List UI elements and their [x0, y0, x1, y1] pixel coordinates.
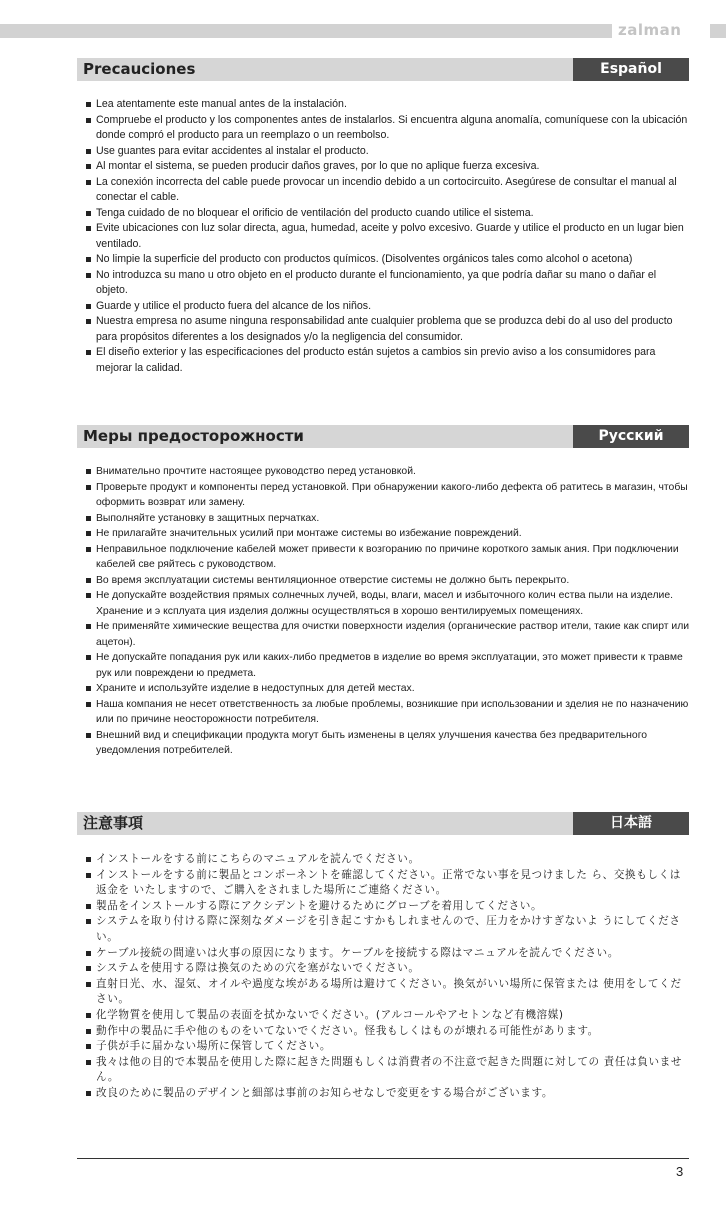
section-title: 注意事項	[83, 814, 144, 832]
list-item: Проверьте продукт и компоненты перед установкой. При обнаружении какого-либо дефекта об ратитесь в магазин, чтобы оформить возврат или замену.	[86, 480, 690, 511]
brand-logo: zalman	[618, 21, 682, 39]
precaution-list	[86, 852, 690, 1102]
list-item: インストールをする前にこちらのマニュアルを読んでください。	[86, 852, 690, 868]
language-label: Русский	[573, 425, 689, 448]
list-item: Храните и используйте изделие в недоступных для детей местах.	[86, 681, 690, 697]
list-item: Compruebe el producto y los componentes antes de instalarlos. Si encuentra alguna anomalía, comuníquese con la ubicación donde compró el producto para un reemplazo o un reembolso.	[86, 113, 690, 144]
list-item: Evite ubicaciones con luz solar directa, agua, humedad, aceite y polvo excesivo. Guarde y utilice el producto en un lugar bien ventilado.	[86, 221, 690, 252]
list-item: Guarde y utilice el producto fuera del alcance de los niños.	[86, 299, 690, 315]
list-item: システムを取り付ける際に深刻なダメージを引き起こすかもしれませんので、圧力をかけすぎないよ うにしてください。	[86, 914, 690, 945]
language-label: 日本語	[573, 812, 689, 835]
list-item: El diseño exterior y las especificaciones del producto están sujetos a cambios sin previo aviso a los consumidores para mejorar la calidad.	[86, 345, 690, 376]
list-item: Al montar el sistema, se pueden producir daños graves, por lo que no aplique fuerza excesiva.	[86, 159, 690, 175]
section-spanish	[77, 58, 689, 374]
list-item: La conexión incorrecta del cable puede provocar un incendio debido a un cortocircuito. Asegúrese de consultar el manual al conectar el cable.	[86, 175, 690, 206]
page-number: 3	[676, 1164, 684, 1179]
list-item: ケーブル接続の間違いは火事の原因になります。ケーブルを接続する際はマニュアルを読んでください。	[86, 946, 690, 962]
list-item: Наша компания не несет ответственность за любые проблемы, возникшие при использовании и зделия не по назначению или по причине неосторожности потребителя.	[86, 697, 690, 728]
list-item: Use guantes para evitar accidentes al instalar el producto.	[86, 144, 690, 160]
list-item: 我々は他の目的で本製品を使用した際に起きた問題もしくは消費者の不注意で起きた問題に対しての 責任は負いません。	[86, 1055, 690, 1086]
list-item: Lea atentamente este manual antes de la instalación.	[86, 97, 690, 113]
section-title: Precauciones	[83, 60, 196, 78]
list-item: Не допускайте воздействия прямых солнечных лучей, воды, влаги, масел и избыточного колич ества пыли на изделие. Хранение и э ксплуата ция изделия должны осуществляться в хорошо вентилируемых помещениях.	[86, 588, 690, 619]
list-item: Внимательно прочтите настоящее руководство перед установкой.	[86, 464, 690, 480]
list-item: インストールをする前に製品とコンポーネントを確認してください。正常でない事を見つけました ら、交換もしくは返金を いたしますので、ご購入をされました場所にご連絡ください。	[86, 868, 690, 899]
section-header	[77, 425, 689, 448]
list-item: 化学物質を使用して製品の表面を拭かないでください。(アルコールやアセトンなど有機溶媒)	[86, 1008, 690, 1024]
list-item: 直射日光、水、湿気、オイルや過度な埃がある場所は避けてください。換気がいい場所に保管または 使用をしてください。	[86, 977, 690, 1008]
header-bar-end	[710, 24, 726, 38]
header-band	[0, 21, 726, 39]
list-item: No limpie la superficie del producto con productos químicos. (Disolventes orgánicos tales como alcohol o acetona)	[86, 252, 690, 268]
list-item: Во время эксплуатации системы вентиляционное отверстие системы не должно быть перекрыто.	[86, 573, 690, 589]
list-item: Внешний вид и спецификации продукта могут быть изменены в целях улучшения качества без предварительного уведомления потребителей.	[86, 728, 690, 759]
list-item: Не допускайте попадания рук или каких-либо предметов в изделие во время эксплуатации, это может привести к травме рук или повреждени ю предмета.	[86, 650, 690, 681]
section-header	[77, 812, 689, 835]
list-item: 子供が手に届かない場所に保管してください。	[86, 1039, 690, 1055]
list-item: Не прилагайте значительных усилий при монтаже системы во избежание повреждений.	[86, 526, 690, 542]
list-item: 動作中の製品に手や他のものをいてないでください。怪我もしくはものが壊れる可能性があります。	[86, 1024, 690, 1040]
language-label: Español	[573, 58, 689, 81]
header-bar	[0, 24, 612, 38]
list-item: Tenga cuidado de no bloquear el orificio de ventilación del producto cuando utilice el sistema.	[86, 206, 690, 222]
list-item: Выполняйте установку в защитных перчатках.	[86, 511, 690, 527]
list-item: Неправильное подключение кабелей может привести к возгоранию по причине короткого замык ания. При подключении кабелей све ряйтесь с руководством.	[86, 542, 690, 573]
precaution-list	[86, 97, 690, 376]
footer-divider	[77, 1158, 689, 1159]
list-item: 製品をインストールする際にアクシデントを避けるためにグローブを着用してください。	[86, 899, 690, 915]
precaution-list	[86, 464, 690, 759]
section-header	[77, 58, 689, 81]
section-russian	[77, 425, 690, 756]
list-item: No introduzca su mano u otro objeto en el producto durante el funcionamiento, ya que podría dañar su mano o dañar el objeto.	[86, 268, 690, 299]
list-item: Nuestra empresa no asume ninguna responsabilidad ante cualquier problema que se produzca debi do al uso del producto para propósitos diferentes a los designados y/o la negligencia del consumidor.	[86, 314, 690, 345]
list-item: Не применяйте химические вещества для очистки поверхности изделия (органические раствор ители, такие как спирт или ацетон).	[86, 619, 690, 650]
list-item: 改良のために製品のデザインと細部は事前のお知らせなしで変更をする場合がございます。	[86, 1086, 690, 1102]
section-title: Меры предосторожности	[83, 427, 304, 445]
list-item: システムを使用する際は換気のための穴を塞がないでください。	[86, 961, 690, 977]
section-japanese	[77, 812, 689, 1099]
